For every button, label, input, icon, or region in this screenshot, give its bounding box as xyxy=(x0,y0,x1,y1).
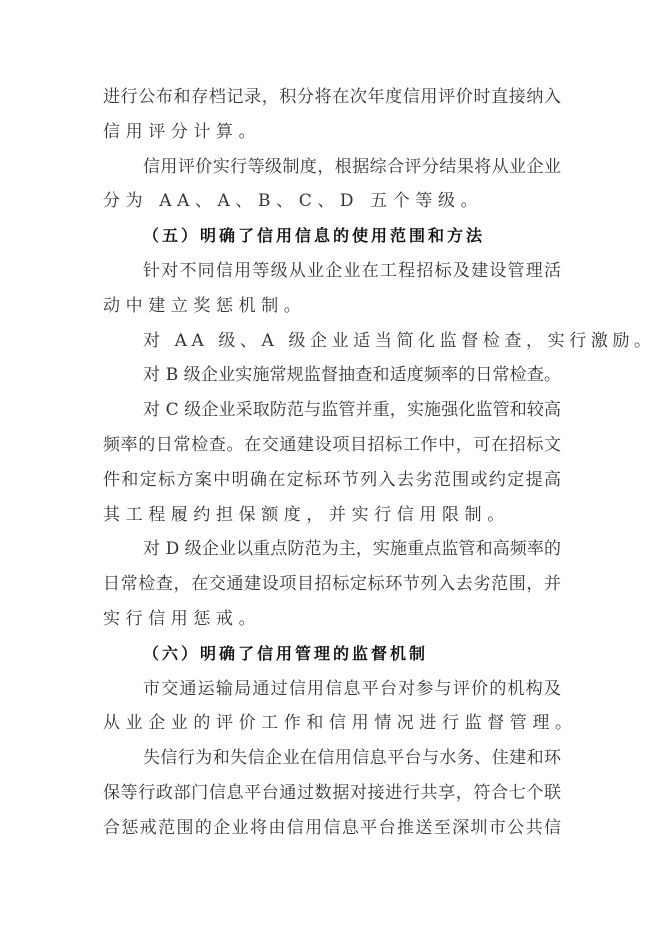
text-line: 频率的日常检查。在交通建设项目招标工作中，可在招标文 xyxy=(103,434,561,455)
paragraph-start: 失信行为和失信企业在信用信息平台与水务、住建和环 xyxy=(143,748,561,769)
text-line: 实行信用惩戒。 xyxy=(103,608,262,629)
text-line: 从业企业的评价工作和信用情况进行监督管理。 xyxy=(103,713,578,734)
paragraph-start: 对 C 级企业采取防范与监管并重，实施强化监管和较高 xyxy=(143,400,561,421)
section-heading-6: （六）明确了信用管理的监督机制 xyxy=(143,643,429,663)
paragraph-start: 市交通运输局通过信用信息平台对参与评价的机构及 xyxy=(143,678,561,699)
text-line: 件和定标方案中明确在定标环节列入去劣范围或约定提高 xyxy=(103,469,561,490)
text-line: 动中建立奖惩机制。 xyxy=(103,295,307,316)
text-line: 分为 AA、A、B、C、D 五个等级。 xyxy=(103,191,484,212)
paragraph-start: 针对不同信用等级从业企业在工程招标及建设管理活 xyxy=(143,260,561,281)
text-line: 其工程履约担保额度，并实行信用限制。 xyxy=(103,504,510,525)
paragraph-start: 对 D 级企业以重点防范为主，实施重点监管和高频率的 xyxy=(143,539,561,560)
text-line: 日常检查，在交通建设项目招标定标环节列入去劣范围，并 xyxy=(103,574,561,595)
text-line: 保等行政部门信息平台通过数据对接进行共享，符合七个联 xyxy=(103,782,561,803)
document-page xyxy=(103,80,656,846)
paragraph-start: 对 B 级企业实施常规监督抽查和适度频率的日常检查。 xyxy=(143,365,561,386)
paragraph-start: 对 AA 级、A 级企业适当简化监督检查，实行激励。 xyxy=(143,330,656,351)
text-line: 合惩戒范围的企业将由信用信息平台推送至深圳市公共信 xyxy=(103,817,561,838)
paragraph-start: 信用评价实行等级制度，根据综合评分结果将从业企业 xyxy=(143,156,561,177)
text-line: 进行公布和存档记录，积分将在次年度信用评价时直接纳入 xyxy=(103,87,561,107)
text-line: 信用评分计算。 xyxy=(103,121,262,142)
section-heading-5: （五）明确了信用信息的使用范围和方法 xyxy=(143,226,486,246)
